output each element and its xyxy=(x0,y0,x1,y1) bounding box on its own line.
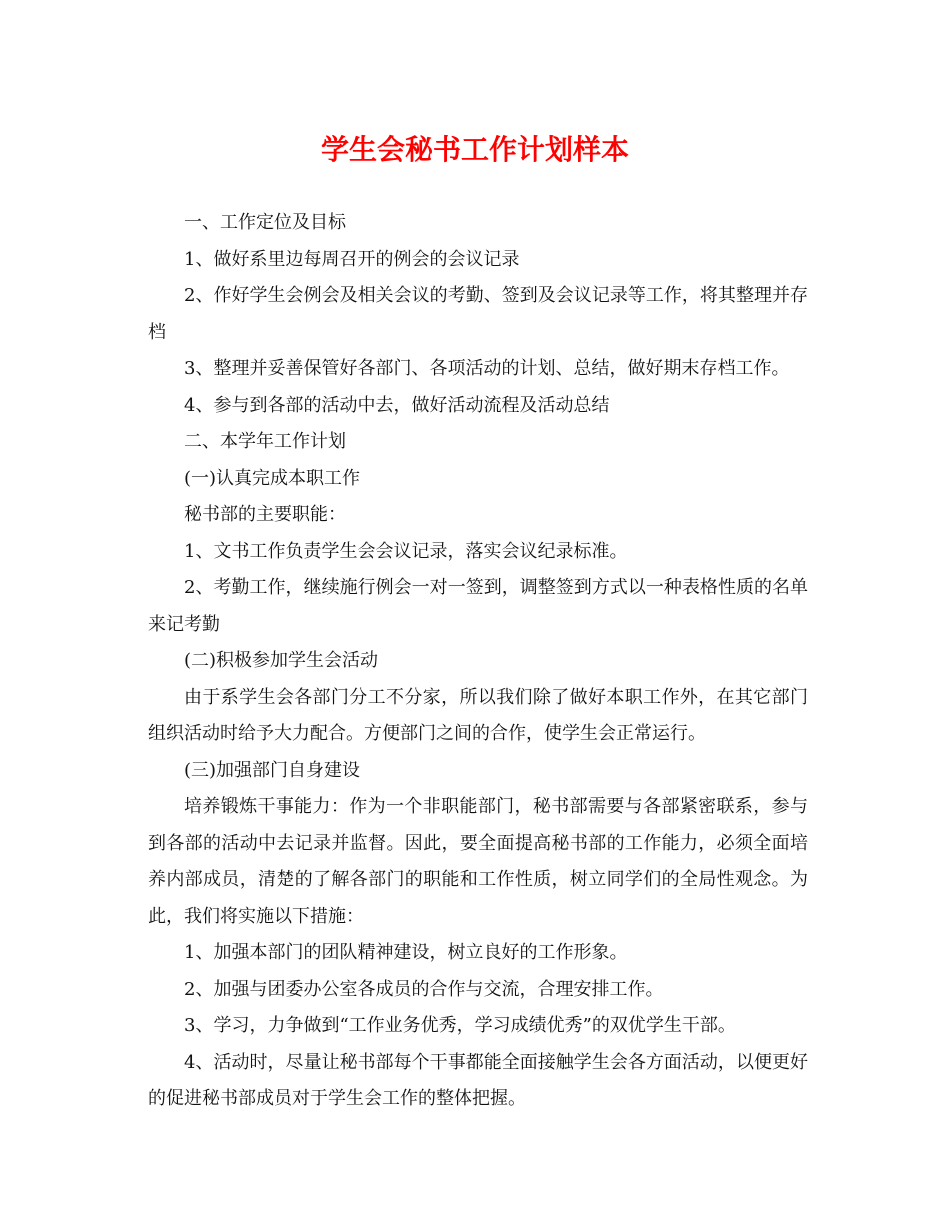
paragraph: 培养锻炼干事能力：作为一个非职能部门，秘书部需要与各部紧密联系，参与到各部的活动中去记录并监督。因此，要全面提高秘书部的工作能力，必须全面培养内部成员，清楚的了解各部门的职能和工作性质，树立同学们的全局性观念。为此，我们将实施以下措施： xyxy=(148,796,808,927)
paragraph: 1、文书工作负责学生会会议记录，落实会议纪录标准。 xyxy=(184,540,628,562)
paragraph: 1、做好系里边每周召开的例会的会议记录 xyxy=(184,248,520,270)
section-heading-1: 一、工作定位及目标 xyxy=(184,212,346,233)
document-body xyxy=(148,205,808,1118)
paragraph: 4、活动时，尽量让秘书部每个干事都能全面接触学生会各方面活动，以便更好的促进秘书部成员对于学生会工作的整体把握。 xyxy=(148,1051,808,1109)
paragraph: 2、考勤工作，继续施行例会一对一签到，调整签到方式以一种表格性质的名单来记考勤 xyxy=(148,577,808,635)
paragraph: 1、加强本部门的团队精神建设，树立良好的工作形象。 xyxy=(184,942,628,963)
paragraph: 2、作好学生会例会及相关会议的考勤、签到及会议记录等工作，将其整理并存档 xyxy=(148,285,808,343)
document-title: 学生会秘书工作计划样本 xyxy=(320,133,629,166)
paragraph: 4、参与到各部的活动中去，做好活动流程及活动总结 xyxy=(184,394,610,416)
paragraph: 3、学习，力争做到“工作业务优秀，学习成绩优秀”的双优学生干部。 xyxy=(184,1015,736,1036)
subsection-heading-1: (一)认真完成本职工作 xyxy=(184,467,361,489)
paragraph: 3、整理并妥善保管好各部门、各项活动的计划、总结，做好期末存档工作。 xyxy=(184,358,790,379)
subsection-heading-2: (二)积极参加学生会活动 xyxy=(184,650,379,671)
section-heading-2: 二、本学年工作计划 xyxy=(184,431,346,452)
paragraph: 秘书部的主要职能： xyxy=(184,504,346,525)
paragraph: 由于系学生会各部门分工不分家，所以我们除了做好本职工作外，在其它部门组织活动时给予大力配合。方便部门之间的合作，使学生会正常运行。 xyxy=(148,686,808,744)
subsection-heading-3: (三)加强部门自身建设 xyxy=(184,759,361,781)
paragraph: 2、加强与团委办公室各成员的合作与交流，合理安排工作。 xyxy=(184,978,664,1000)
